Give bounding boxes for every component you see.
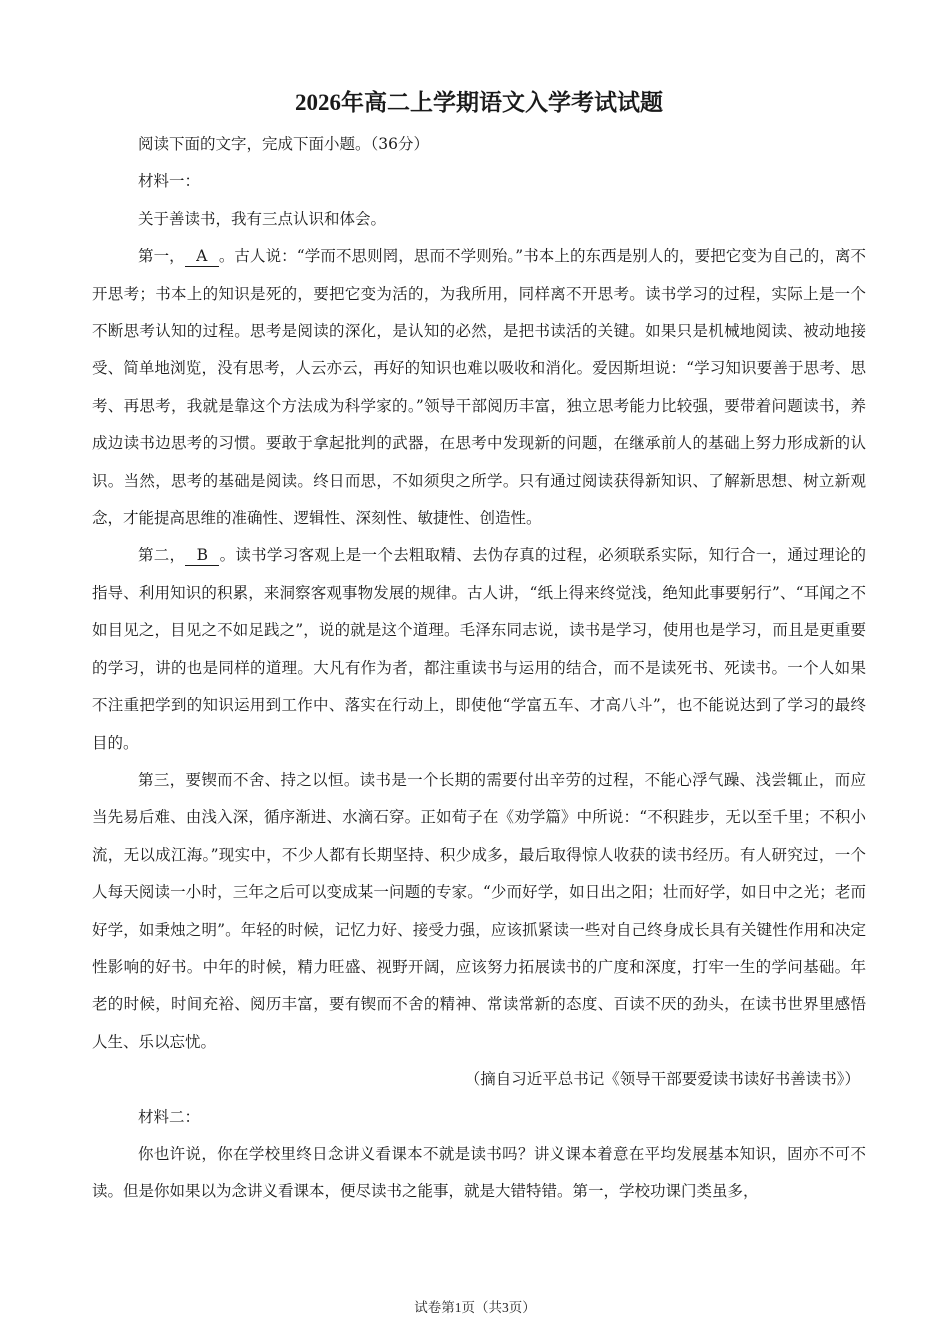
paragraph-text: 。古人说：“学而不思则罔，思而不学则殆。”书本上的东西是别人的，要把它变为自己的，离不开思考；书本上的知识是死的，要把它变为活的，为我所用，同样离不开思考。读书学习的过程，实际上是一个不断思考认知的过程。思考是阅读的深化，是认知的必然，是把书读活的关键。如果只是机械地阅读、被动地接受、简单地浏览，没有思考，人云亦云，再好的知识也难以吸收和消化。爱因斯坦说：“学习知识要善于思考、思考、再思考，我就是靠这个方法成为科学家的。”领导干部阅历丰富，独立思考能力比较强，要带着问题读书，养成边读书边思考的习惯。要敢于拿起批判的武器，在思考中发现新的问题，在继承前人的基础上努力形成新的认识。当然，思考的基础是阅读。终日而思，不如须臾之所学。只有通过阅读获得新知识、了解新思想、树立新观念，才能提高思维的准确性、逻辑性、深刻性、敏捷性、创造性。 (92, 247, 866, 528)
material1-paragraph-3: 第三，要锲而不舍、持之以恒。读书是一个长期的需要付出辛劳的过程，不能心浮气躁、浅尝辄止，而应当先易后难、由浅入深，循序渐进、水滴石穿。正如荀子在《劝学篇》中所说：“不积跬步，无以至千里；不积小流，无以成江海。”现实中，不少人都有长期坚持、积少成多，最后取得惊人收获的读书经历。有人研究过，一个人每天阅读一小时，三年之后可以变成某一问题的专家。“少而好学，如日出之阳；壮而好学，如日中之光；老而好学，如秉烛之明”。年轻的时候，记忆力好、接受力强，应该抓紧读一些对自己终身成长具有关键性作用和决定性影响的好书。中年的时候，精力旺盛、视野开阔，应该努力拓展读书的广度和深度，打牢一生的学问基础。年老的时候，时间充裕、阅历丰富，要有锲而不舍的精神、常读常新的态度、百读不厌的劲头，在读书世界里感悟人生、乐以忘忧。 (92, 770, 866, 1051)
material2-paragraph-1: 你也许说，你在学校里终日念讲义看课本不就是读书吗？讲义课本着意在平均发展基本知识，固亦不可不读。但是你如果以为念讲义看课本，便尽读书之能事，就是大错特错。第一，学校功课门类虽多， (92, 1144, 866, 1201)
paragraph-prefix: 第一， (138, 247, 185, 266)
answer-blank-b: B (185, 546, 219, 566)
exam-title: 2026年高二上学期语文入学考试试题 (295, 90, 663, 115)
material1-paragraph-2 (92, 537, 866, 761)
page-footer: 试卷第1页（共3页） (414, 1300, 536, 1315)
material1-intro: 关于善读书，我有三点认识和体会。 (138, 209, 387, 228)
paragraph-prefix: 第二， (138, 546, 186, 565)
exam-page (92, 86, 866, 1211)
material2-label: 材料二： (138, 1107, 201, 1126)
material1-paragraph-1 (92, 238, 866, 537)
material1-source: （摘自习近平总书记《领导干部要爱读书读好书善读书》） (464, 1070, 860, 1089)
material1-label: 材料一： (138, 172, 201, 191)
paragraph-text: 。读书学习客观上是一个去粗取精、去伪存真的过程，必须联系实际，知行合一，通过理论的指导、利用知识的积累，来洞察客观事物发展的规律。古人讲，“纸上得来终觉浅，绝知此事要躬行”、“耳闻之不如目见之，目见之不如足践之”，说的就是这个道理。毛泽东同志说，读书是学习，使用也是学习，而且是更重要的学习，讲的也是同样的道理。大凡有作为者，都注重读书与运用的结合，而不是读死书、死读书。一个人如果不注重把学到的知识运用到工作中、落实在行动上，即使他“学富五车、才高八斗”，也不能说达到了学习的最终目的。 (92, 546, 866, 752)
instruction: 阅读下面的文字，完成下面小题。（36分） (138, 135, 429, 153)
answer-blank-a: A (185, 247, 219, 267)
